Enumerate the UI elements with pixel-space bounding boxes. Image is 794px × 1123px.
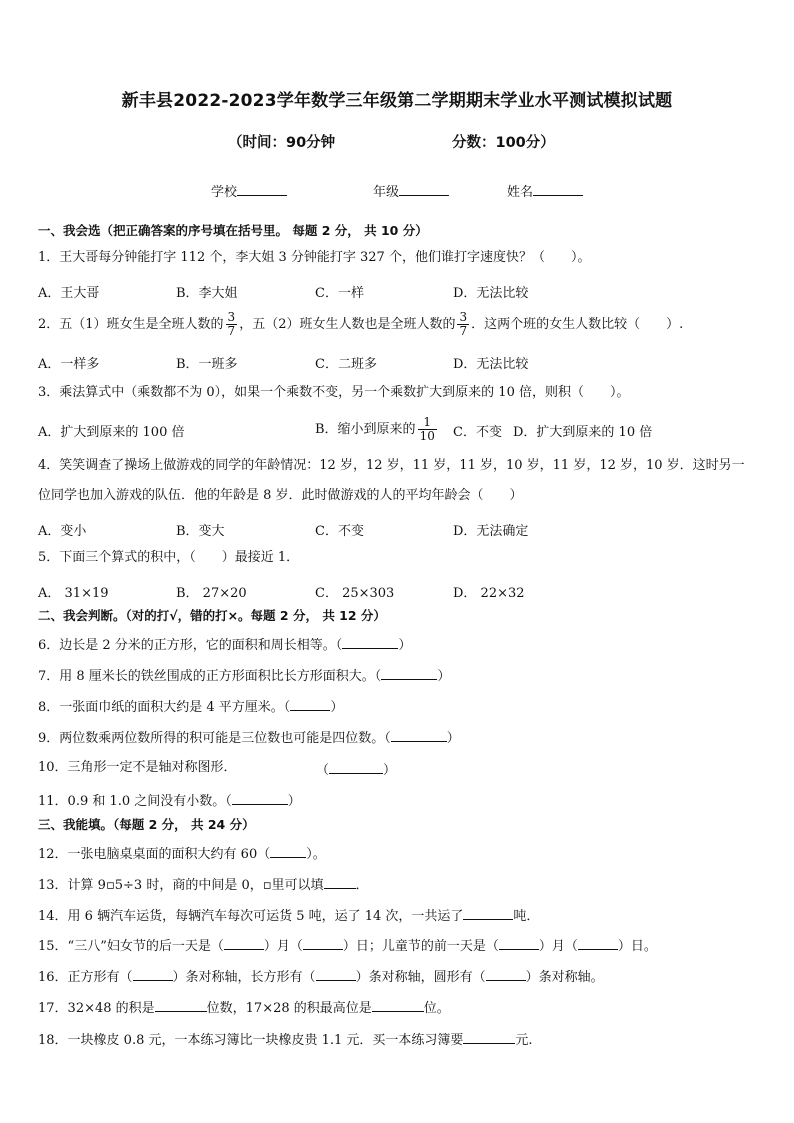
section2-heading: 二、我会判断。（对的打√，错的打×。每题 2 分， 共 12 分）: [38, 608, 386, 623]
q10-answer: [316, 760, 396, 779]
q2-frac1-denominator: 7: [227, 324, 236, 338]
school-label: 学校: [211, 185, 238, 200]
q12-answer-blank[interactable]: [270, 844, 306, 858]
q18-text-a: 18．一块橡皮 0.8 元，一本练习簿比一块橡皮贵 1.1 元．买一本练习簿要: [38, 1033, 464, 1048]
question-6: [38, 635, 411, 654]
q6-close-paren: ）: [398, 638, 412, 653]
q2-frac2-denominator: 7: [459, 324, 468, 338]
question-5: 5．下面三个算式的积中，（ ）最接近 1．: [38, 550, 300, 565]
q6-text: 6．边长是 2 分米的正方形，它的面积和周长相等。（: [38, 638, 343, 653]
grade-label: 年级: [373, 185, 400, 200]
section1-heading: 一、我会选（把正确答案的序号填在括号里。 每题 2 分， 共 10 分）: [38, 223, 428, 238]
question-4-line-2: 位同学也加入游戏的队伍．他的年龄是 8 岁．此时做游戏的人的平均年龄会（ ）: [38, 488, 523, 503]
q4-option-d[interactable]: D．无法确定: [453, 524, 529, 539]
q16-text-b: ）条对称轴，长方形有（: [172, 970, 316, 985]
q5-option-c[interactable]: C． 25×303: [315, 586, 395, 601]
q2-stem-b: ，五（2）班女生人数也是全班人数的: [239, 317, 456, 332]
q3-option-c[interactable]: C．不变: [453, 425, 502, 440]
name-label: 姓名: [507, 185, 534, 200]
q12-text-b: ）。: [306, 847, 326, 862]
q5-option-d[interactable]: D． 22×32: [453, 586, 525, 601]
q15-text-e: ）日。: [617, 939, 657, 954]
q3-frac-numerator: 1: [418, 416, 437, 430]
question-10: [38, 760, 237, 776]
name-blank[interactable]: [533, 183, 583, 196]
question-16: [38, 967, 604, 986]
q16-text-a: 16．正方形有（: [38, 970, 133, 985]
q18-text-b: 元.: [515, 1033, 533, 1048]
question-11: [38, 791, 301, 810]
q2-fraction-2: [457, 311, 469, 338]
section3-heading: 三、我能填。（每题 2 分， 共 24 分）: [38, 817, 255, 832]
q15-text-b: ）月（: [263, 939, 303, 954]
q11-text: 11．0.9 和 1.0 之间没有小数。（: [38, 794, 232, 809]
q13-answer-blank[interactable]: [324, 875, 356, 889]
q3-option-a[interactable]: A．扩大到原来的 100 倍: [38, 425, 185, 440]
q9-text: 9．两位数乘两位数所得的积可能是三位数也可能是四位数。（: [38, 731, 391, 746]
q8-text: 8．一张面巾纸的面积大约是 4 平方厘米。（: [38, 700, 291, 715]
q2-frac1-numerator: 3: [227, 310, 236, 324]
q5-option-a[interactable]: A． 31×19: [38, 586, 109, 601]
q17-blank-1[interactable]: [155, 998, 207, 1012]
q3-option-d[interactable]: D．扩大到原来的 10 倍: [513, 425, 653, 440]
q4-option-a[interactable]: A．变小: [38, 524, 87, 539]
question-15: [38, 936, 657, 955]
q11-close-paren: ）: [287, 794, 301, 809]
q9-close-paren: ）: [446, 731, 460, 746]
q1-option-d[interactable]: D．无法比较: [453, 286, 529, 301]
q7-answer-blank[interactable]: [381, 666, 437, 680]
q10-answer-blank[interactable]: [329, 760, 383, 774]
q18-answer-blank[interactable]: [463, 1030, 515, 1044]
q1-option-b[interactable]: B．李大姐: [176, 286, 238, 301]
q2-stem-c: ．这两个班的女生人数比较（ ）.: [471, 317, 684, 332]
q14-text-a: 14．用 6 辆汽车运货，每辆汽车每次可运货 5 吨，运了 14 次，一共运了: [38, 909, 464, 924]
question-12: [38, 844, 326, 863]
q9-answer-blank[interactable]: [391, 728, 447, 742]
q16-text-d: ）条对称轴。: [525, 970, 604, 985]
exam-score: 分数：100分）: [452, 135, 555, 151]
q17-text-b: 位数，17×28 的积最高位是: [206, 1001, 372, 1016]
question-8: [38, 697, 343, 716]
q15-blank-4[interactable]: [578, 936, 618, 950]
q17-text-a: 17．32×48 的积是: [38, 1001, 155, 1016]
question-1: 1．王大哥每分钟能打字 112 个，李大姐 3 分钟能打字 327 个，他们谁打字速度快？（ ）。: [38, 250, 591, 265]
q16-blank-2[interactable]: [316, 967, 356, 981]
question-17: [38, 998, 450, 1017]
q15-blank-3[interactable]: [499, 936, 539, 950]
grade-field: [373, 181, 449, 200]
q4-option-c[interactable]: C．不变: [315, 524, 364, 539]
question-2: [38, 310, 683, 340]
q2-option-d[interactable]: D．无法比较: [453, 357, 529, 372]
q3-option-b-text: B．缩小到原来的: [315, 422, 416, 437]
q16-blank-3[interactable]: [486, 967, 526, 981]
q7-text: 7．用 8 厘米长的铁丝围成的正方形面积比长方形面积大。（: [38, 669, 382, 684]
q15-blank-1[interactable]: [224, 936, 264, 950]
q4-option-b[interactable]: B．变大: [176, 524, 225, 539]
school-field: [211, 181, 287, 200]
page-title: 新丰县2022-2023学年数学三年级第二学期期末学业水平测试模拟试题: [121, 91, 673, 111]
q2-option-c[interactable]: C．二班多: [315, 357, 377, 372]
question-18: [38, 1030, 533, 1049]
q16-text-c: ）条对称轴，圆形有（: [355, 970, 486, 985]
q3-fraction: [418, 416, 437, 443]
q17-blank-2[interactable]: [372, 998, 424, 1012]
exam-time: （时间：90分钟: [228, 135, 336, 151]
q17-text-c: 位。: [423, 1001, 450, 1016]
q10-text: 10．三角形一定不是轴对称图形．: [38, 760, 237, 775]
q7-close-paren: ）: [437, 669, 451, 684]
question-7: [38, 666, 450, 685]
q1-option-c[interactable]: C．一样: [315, 286, 364, 301]
question-14: [38, 906, 539, 925]
q14-answer-blank[interactable]: [463, 906, 513, 920]
q3-option-b[interactable]: [315, 410, 439, 450]
q10-close-paren: ）: [383, 763, 397, 778]
question-4-line-1: 4．笑笑调查了操场上做游戏的同学的年龄情况：12 岁，12 岁，11 岁，11 岁，10 岁，11 岁，12 岁，10 岁．这时另一: [38, 458, 745, 473]
q15-text-d: ）月（: [538, 939, 578, 954]
q13-text-b: ．: [355, 878, 369, 893]
grade-blank[interactable]: [399, 183, 449, 196]
q2-stem-a: 2．五（1）班女生是全班人数的: [38, 317, 224, 332]
question-3: 3．乘法算式中（乘数都不为 0），如果一个乘数不变，另一个乘数扩大到原来的 10 倍，则积（ ）。: [38, 385, 630, 400]
q3-frac-denominator: 10: [419, 429, 435, 443]
q14-text-b: 吨．: [513, 909, 540, 924]
q10-open-paren: （: [316, 763, 330, 778]
q15-text-c: ）日；儿童节的前一天是（: [342, 939, 499, 954]
q6-answer-blank[interactable]: [342, 635, 398, 649]
q16-blank-1[interactable]: [133, 967, 173, 981]
q2-frac2-numerator: 3: [459, 310, 468, 324]
q8-close-paren: ）: [330, 700, 344, 715]
q8-answer-blank[interactable]: [290, 697, 330, 711]
school-blank[interactable]: [237, 183, 287, 196]
q2-option-b[interactable]: B．一班多: [176, 357, 238, 372]
question-9: [38, 728, 460, 747]
q2-option-a[interactable]: A．一样多: [38, 357, 100, 372]
q15-text-a: 15．“三八”妇女节的后一天是（: [38, 939, 224, 954]
q11-answer-blank[interactable]: [232, 791, 288, 805]
name-field: [507, 181, 583, 200]
q12-text-a: 12．一张电脑桌桌面的面积大约有 60（: [38, 847, 271, 862]
q2-fraction-1: [226, 311, 238, 338]
q15-blank-2[interactable]: [303, 936, 343, 950]
q1-option-a[interactable]: A．王大哥: [38, 286, 100, 301]
q13-text-a: 13．计算 9▫5÷3 时，商的中间是 0，▫里可以填: [38, 878, 324, 893]
q5-option-b[interactable]: B． 27×20: [176, 586, 247, 601]
question-13: [38, 875, 369, 894]
